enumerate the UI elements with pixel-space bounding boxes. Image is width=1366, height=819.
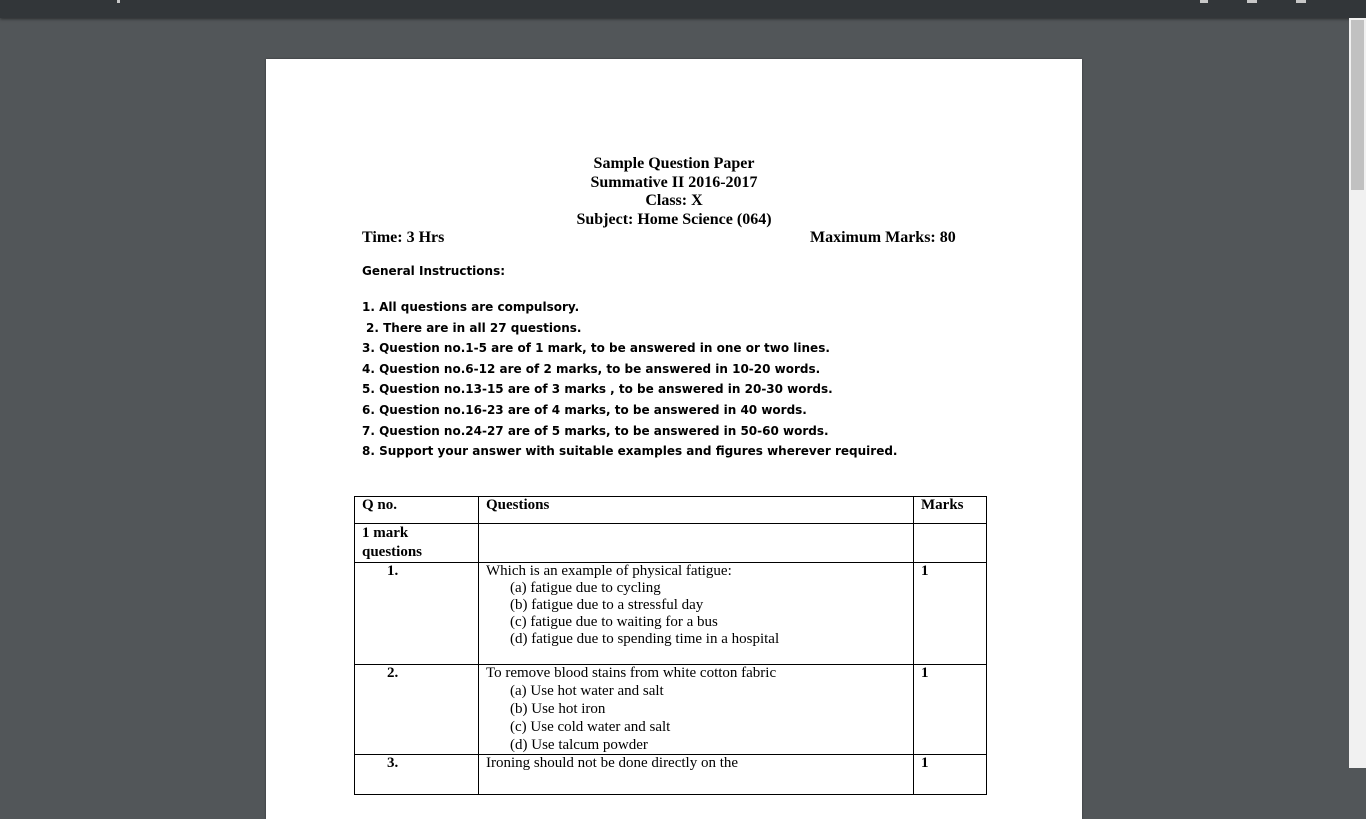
- instruction-item: 4. Question no.6-12 are of 2 marks, to be answered in 10-20 words.: [362, 361, 821, 376]
- options-list: [486, 682, 906, 754]
- pdf-page: [266, 59, 1082, 819]
- download-icon[interactable]: [1247, 0, 1257, 3]
- title-line: Summative II 2016-2017: [590, 173, 758, 191]
- question-cell: [479, 665, 914, 755]
- general-instructions-heading: General Instructions:: [362, 264, 506, 278]
- question-text: Ironing should not be done directly on the: [486, 755, 739, 771]
- table-row: [355, 755, 987, 795]
- question-cell: [479, 563, 914, 665]
- instruction-item: 2. There are in all 27 questions.: [366, 320, 582, 335]
- question-text: To remove blood stains from white cotton fabric: [486, 665, 777, 681]
- paper-title: [266, 155, 1082, 229]
- rotate-icon[interactable]: [1200, 0, 1208, 3]
- options-list: [486, 580, 906, 648]
- scrollbar-thumb[interactable]: [1351, 20, 1364, 190]
- vertical-scrollbar[interactable]: [1349, 18, 1366, 768]
- table-row: [355, 665, 987, 755]
- option-item: (c) Use cold water and salt: [510, 719, 671, 735]
- header-marks: Marks: [914, 497, 987, 524]
- title-line: Sample Question Paper: [593, 155, 755, 172]
- option-item: (d) fatigue due to spending time in a hospital: [510, 631, 780, 647]
- instruction-item: 8. Support your answer with suitable examples and figures wherever required.: [362, 444, 898, 459]
- questions-table: [354, 496, 987, 795]
- question-number: 2.: [355, 665, 479, 755]
- question-marks: 1: [914, 665, 987, 755]
- table-header-row: [355, 497, 987, 524]
- instruction-item: 3. Question no.1-5 are of 1 mark, to be answered in one or two lines.: [362, 341, 830, 356]
- pdf-viewer-toolbar: [0, 0, 1366, 18]
- instruction-item: 1. All questions are compulsory.: [362, 300, 580, 314]
- question-cell: [479, 755, 914, 795]
- header-questions: Questions: [479, 497, 914, 524]
- option-item: (c) fatigue due to waiting for a bus: [510, 614, 718, 630]
- option-item: (d) Use talcum powder: [510, 737, 648, 753]
- section-label-line: questions: [362, 544, 423, 560]
- option-item: (a) Use hot water and salt: [510, 683, 664, 699]
- option-item: (b) Use hot iron: [510, 701, 606, 717]
- header-qno: Q no.: [355, 497, 479, 524]
- max-marks-label: Maximum Marks: 80: [810, 229, 956, 246]
- question-marks: 1: [914, 755, 987, 795]
- section-label-line: 1 mark: [362, 525, 409, 541]
- section-row: [355, 524, 987, 563]
- table-row: [355, 563, 987, 665]
- menu-icon[interactable]: [117, 0, 120, 3]
- instructions-list: [362, 297, 898, 462]
- question-number: 3.: [355, 755, 479, 795]
- time-label: Time: 3 Hrs: [362, 229, 445, 246]
- option-item: (a) fatigue due to cycling: [510, 580, 661, 596]
- print-icon[interactable]: [1296, 0, 1306, 3]
- question-text: Which is an example of physical fatigue:: [486, 563, 732, 579]
- title-line: Class: X: [645, 192, 703, 209]
- section-label: [355, 524, 479, 563]
- title-line: Subject: Home Science (064): [576, 210, 772, 228]
- question-number: 1.: [355, 563, 479, 665]
- instruction-item: 5. Question no.13-15 are of 3 marks , to be answered in 20-30 words.: [362, 382, 833, 397]
- option-item: (b) fatigue due to a stressful day: [510, 597, 704, 613]
- instruction-item: 6. Question no.16-23 are of 4 marks, to be answered in 40 words.: [362, 402, 807, 417]
- question-marks: 1: [914, 563, 987, 665]
- instruction-item: 7. Question no.24-27 are of 5 marks, to be answered in 50-60 words.: [362, 423, 829, 438]
